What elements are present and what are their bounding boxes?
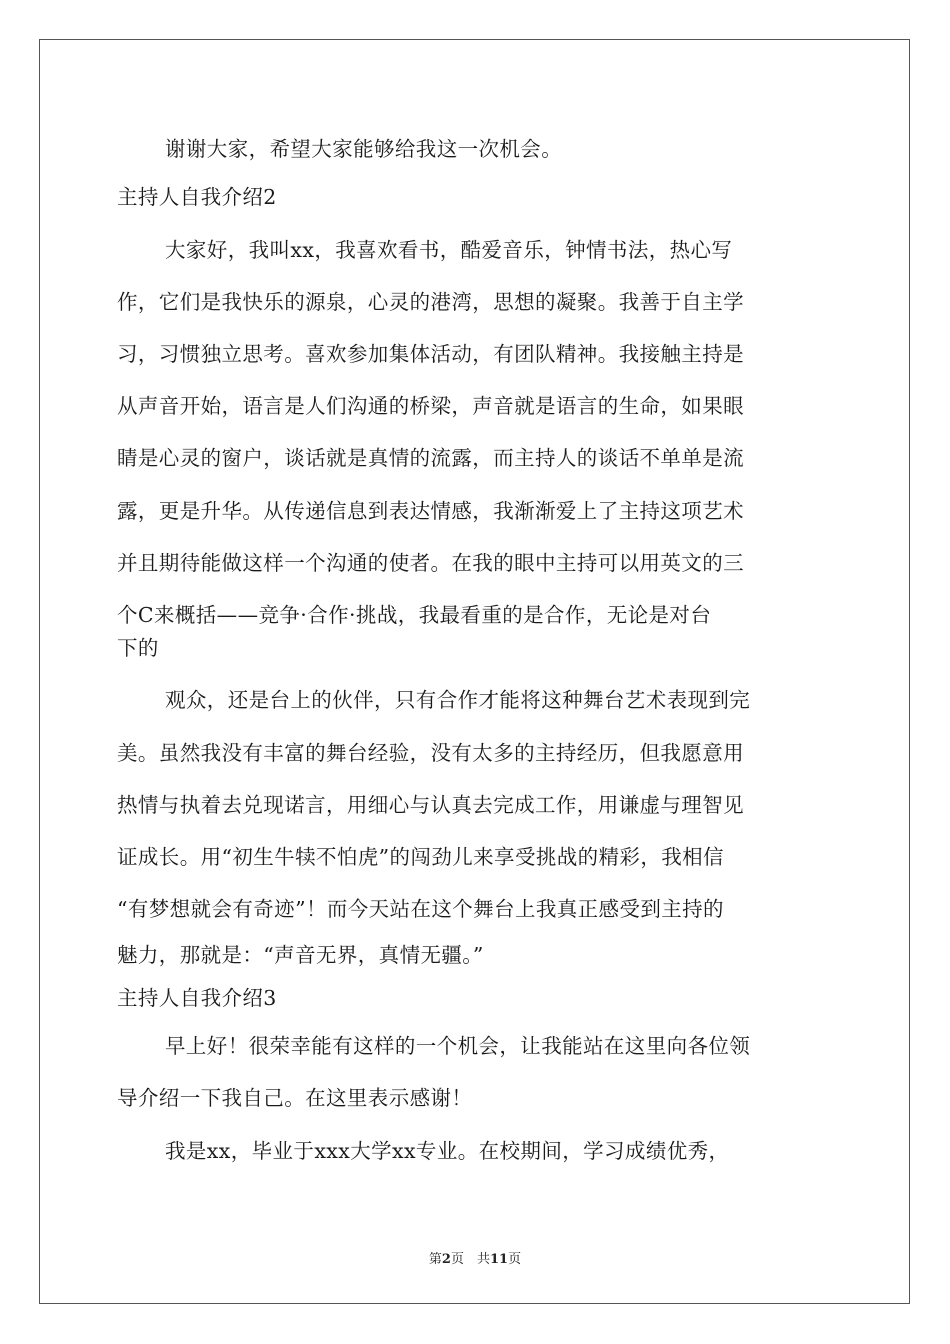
text-line: 大家好，我叫xx，我喜欢看书，酷爱音乐，钟情书法，热心写 <box>165 238 733 262</box>
text-line: 热情与执着去兑现诺言，用细心与认真去完成工作，用谦虚与理智见 <box>117 793 744 817</box>
text-line: 作，它们是我快乐的源泉，心灵的港湾，思想的凝聚。我善于自主学 <box>117 290 744 314</box>
text-line: 露，更是升华。从传递信息到表达情感，我渐渐爱上了主持这项艺术 <box>117 499 744 523</box>
text-line: “有梦想就会有奇迹”！而今天站在这个舞台上我真正感受到主持的 <box>117 897 724 921</box>
text-line: 主持人自我介绍2 <box>117 185 277 209</box>
text-line: 下的 <box>117 636 159 660</box>
total-pages: 11 <box>489 1252 509 1267</box>
text-line: 我是xx，毕业于xxx大学xx专业。在校期间，学习成绩优秀， <box>165 1139 730 1163</box>
text-line: 主持人自我介绍3 <box>117 986 277 1010</box>
text-line: 习，习惯独立思考。喜欢参加集体活动，有团队精神。我接触主持是 <box>117 342 744 366</box>
text-line: 导介绍一下我自己。在这里表示感谢！ <box>117 1086 473 1110</box>
page-prefix: 第 <box>428 1252 442 1267</box>
text-line: 证成长。用“初生牛犊不怕虎”的闯劲儿来享受挑战的精彩，我相信 <box>117 845 724 869</box>
page-suffix: 页 <box>508 1252 522 1267</box>
text-line: 谢谢大家，希望大家能够给我这一次机会。 <box>165 137 563 161</box>
page-mid: 页 共 <box>450 1252 490 1267</box>
text-line: 美。虽然我没有丰富的舞台经验，没有太多的主持经历，但我愿意用 <box>117 741 744 765</box>
page-footer <box>0 1248 950 1267</box>
current-page-number: 2 <box>441 1252 451 1267</box>
text-line: 魅力，那就是：“声音无界，真情无疆。” <box>117 943 484 967</box>
text-line: 从声音开始，语言是人们沟通的桥梁，声音就是语言的生命，如果眼 <box>117 394 744 418</box>
text-line: 观众，还是台上的伙伴，只有合作才能将这种舞台艺术表现到完 <box>165 688 751 712</box>
text-line: 睛是心灵的窗户，谈话就是真情的流露，而主持人的谈话不单单是流 <box>117 446 744 470</box>
page-border <box>39 39 910 1304</box>
text-line: 个C来概括——竞争·合作·挑战，我最看重的是合作，无论是对台 <box>117 603 712 627</box>
text-line: 早上好！很荣幸能有这样的一个机会，让我能站在这里向各位领 <box>165 1034 751 1058</box>
text-line: 并且期待能做这样一个沟通的使者。在我的眼中主持可以用英文的三 <box>117 551 744 575</box>
